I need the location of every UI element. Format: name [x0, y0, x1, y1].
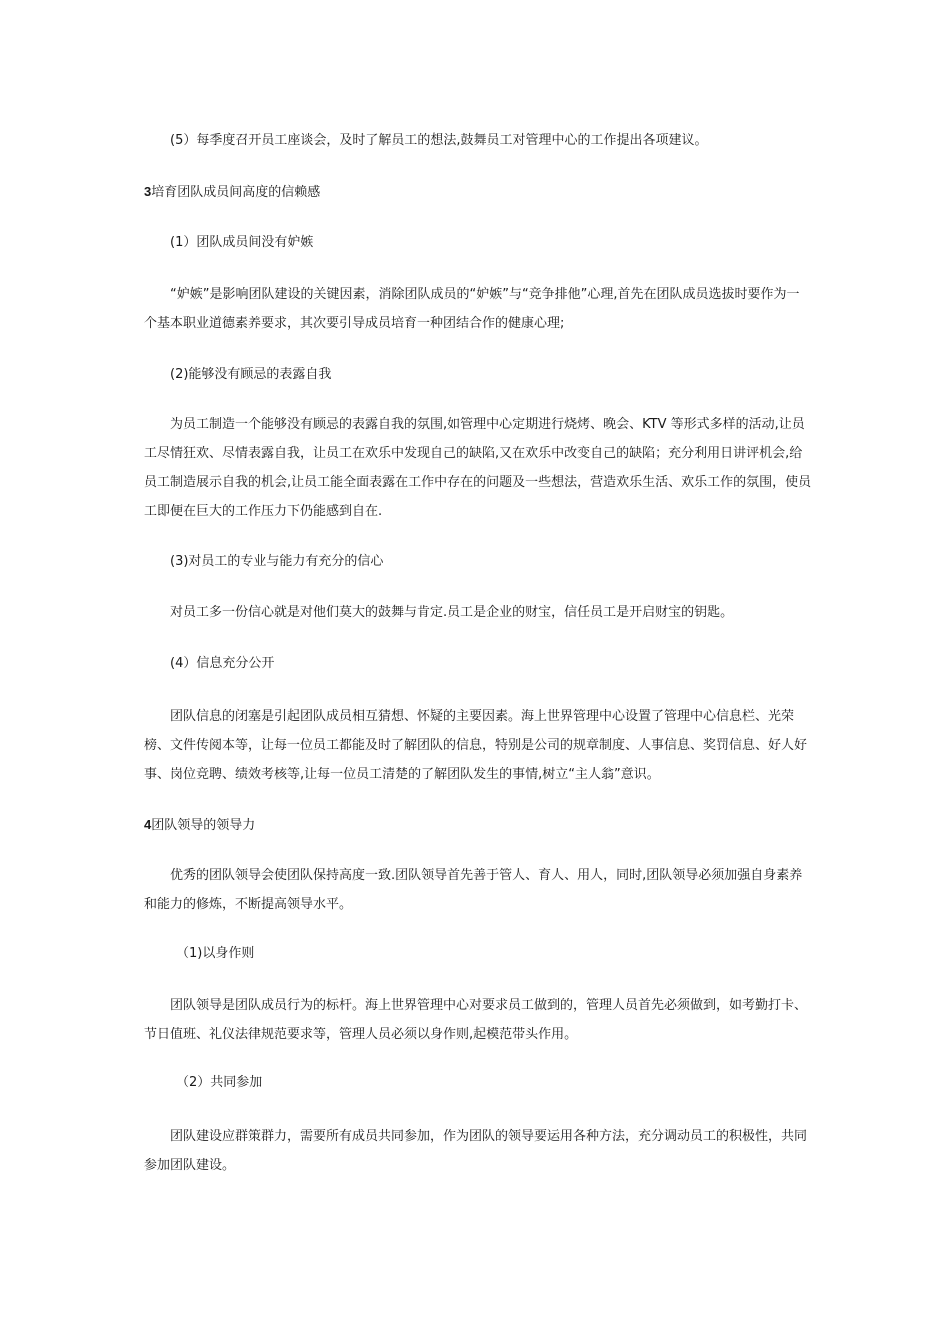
- paragraph-self-expression: 为员工制造一个能够没有顾忌的表露自我的氛围,如管理中心定期进行烧烤、晚会、KTV 等形式多样的活动,让员工尽情狂欢、尽情表露自我，让员工在欢乐中发现自己的缺陷,又在欢乐中改变自己的缺陷；充分利用日讲评机会,给员工制造展示自我的机会,让员工能全面表露在工作中存在的问题及一些想法，营造欢乐生活、欢乐工作的氛围，使员工即便在巨大的工作压力下仍能感到自在.: [144, 417, 812, 519]
- section-title: 团队领导的领导力: [151, 818, 256, 833]
- subheading-2: (2)能够没有顾忌的表露自我: [170, 367, 332, 382]
- section-number: 3: [144, 184, 152, 199]
- paragraph-leadership: 优秀的团队领导会使团队保持高度一致.团队领导首先善于管人、育人、用人，同时,团队领导必须加强自身素养和能力的修炼，不断提高领导水平。: [144, 868, 803, 912]
- section-heading-4: [144, 810, 812, 840]
- subheading-5: （1)以身作则: [176, 946, 255, 961]
- paragraph-item-5: (5）每季度召开员工座谈会，及时了解员工的想法,鼓舞员工对管理中心的工作提出各项建议。: [170, 133, 708, 148]
- paragraph-lead-by-example: 团队领导是团队成员行为的标杆。海上世界管理中心对要求员工做到的，管理人员首先必须做到，如考勤打卡、节日值班、礼仪法律规范要求等，管理人员必须以身作则,起模范带头作用。: [144, 998, 808, 1042]
- paragraph-confidence: 对员工多一份信心就是对他们莫大的鼓舞与肯定.员工是企业的财宝，信任员工是开启财宝的钥匙。: [170, 605, 734, 620]
- paragraph-participation: 团队建设应群策群力，需要所有成员共同参加，作为团队的领导要运用各种方法，充分调动员工的积极性，共同参加团队建设。: [144, 1129, 808, 1173]
- paragraph-jealousy: “妒嫉”是影响团队建设的关键因素，消除团队成员的“妒嫉”与“竞争排他”心理,首先在团队成员选拔时要作为一个基本职业道德素养要求，其次要引导成员培育一种团结合作的健康心理;: [144, 287, 800, 331]
- section-heading-3: [144, 177, 812, 207]
- subheading-1: (1）团队成员间没有妒嫉: [170, 235, 314, 250]
- section-title: 培育团队成员间高度的信赖感: [151, 185, 321, 200]
- subheading-6: （2）共同参加: [176, 1075, 263, 1090]
- subheading-4: (4）信息充分公开: [170, 656, 275, 671]
- subheading-3: (3)对员工的专业与能力有充分的信心: [170, 554, 384, 569]
- section-number: 4: [144, 817, 152, 832]
- paragraph-info-public: 团队信息的闭塞是引起团队成员相互猜想、怀疑的主要因素。海上世界管理中心设置了管理中心信息栏、光荣榜、文件传阅本等，让每一位员工都能及时了解团队的信息，特别是公司的规章制度、人事信息、奖罚信息、好人好事、岗位竞聘、绩效考核等,让每一位员工清楚的了解团队发生的事情,树立“主人翁”意识。: [144, 709, 808, 782]
